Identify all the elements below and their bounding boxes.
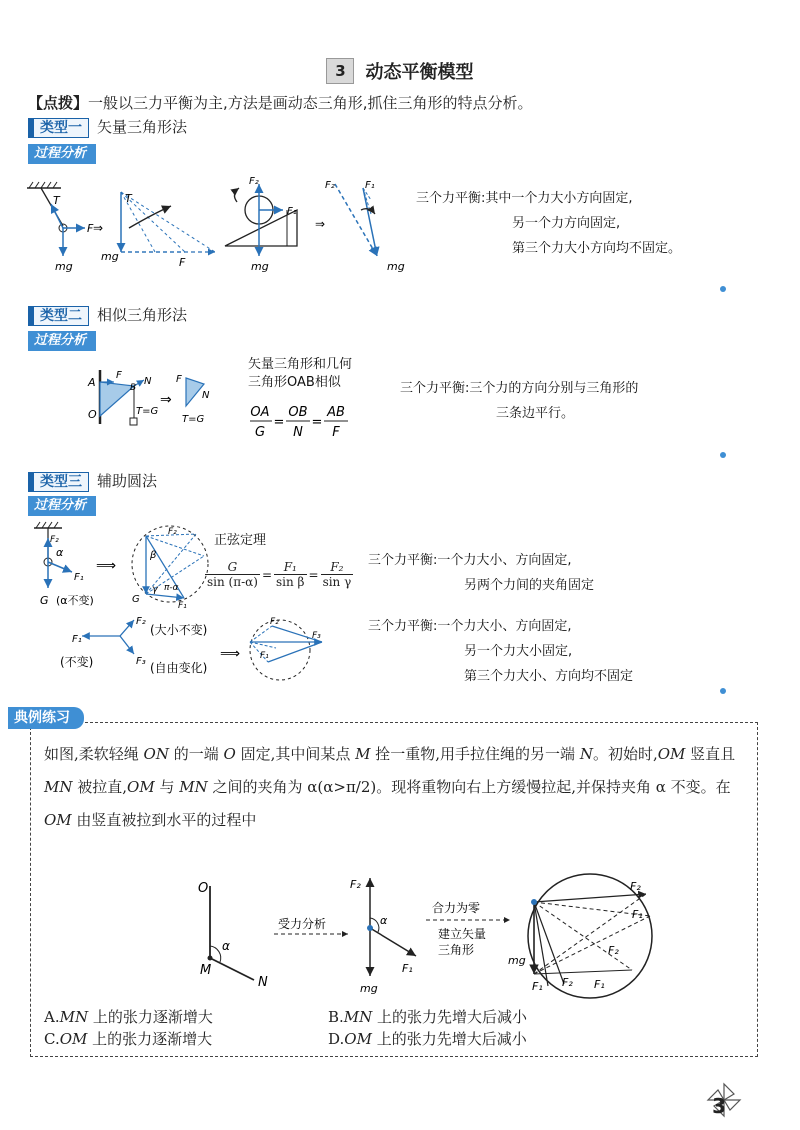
type-3b-notes (368, 614, 633, 689)
label-F1-t3: F₁ (74, 572, 84, 583)
label-gamma: γ (152, 584, 158, 595)
process-label-2: 过程分析 (28, 331, 96, 351)
type-3-tag: 类型三 (28, 472, 89, 492)
label-F2-c2b: F₂ (608, 944, 619, 957)
tension-arrow (51, 204, 63, 228)
ratio-n2: OB (288, 405, 308, 420)
decor-dot-1 (720, 286, 726, 292)
option-a-letter: A. (44, 1008, 60, 1026)
label-alpha-const: (α不变) (56, 594, 94, 607)
prob-t6: 拴一重物,用手拉住绳的另一端 (370, 745, 580, 763)
prob-t13: OM (127, 778, 155, 796)
option-a[interactable] (44, 1006, 213, 1027)
label-F-t2: F (116, 370, 122, 381)
arrow-glyph-5: ⟹ (220, 646, 241, 662)
type-2-side-note (248, 356, 352, 392)
label-F3-c2: F₃ (312, 631, 321, 641)
type-2-side-note-1: 矢量三角形和几何 (248, 357, 353, 372)
label-A: A (88, 376, 96, 389)
type-1-note-2: 另一个力方向固定, (512, 216, 621, 231)
option-c[interactable] (44, 1028, 212, 1049)
type-2-note-2: 三条边平行。 (496, 406, 575, 421)
option-b[interactable] (328, 1006, 527, 1027)
note-combine: 合力为零 (432, 901, 481, 915)
label-F2-c3: F₂ (562, 976, 573, 989)
similar-ratio-formula (248, 398, 358, 444)
label-alpha-ex2: α (380, 914, 388, 927)
option-b-subject: MN (343, 1008, 373, 1026)
section-title (0, 58, 800, 84)
decor-dot-2 (720, 452, 726, 458)
label-O-ex: O (198, 881, 209, 896)
option-c-subject: OM (59, 1030, 88, 1048)
label-F1-c1: F₁ (178, 601, 187, 610)
note-build-1: 建立矢量 (438, 927, 487, 941)
type-3b-figure (60, 608, 360, 688)
prob-t15: MN (179, 778, 208, 796)
prob-t20: 由竖直被拉到水平的过程中 (71, 811, 257, 829)
type-1-notes (416, 186, 681, 261)
option-c-text: 上的张力逐渐增大 (87, 1030, 213, 1048)
type-1-figure (25, 170, 420, 280)
vector-fan-1 (121, 192, 215, 252)
label-pia: π-α (164, 583, 179, 593)
sine-d3: sin γ (322, 575, 352, 589)
label-F2-2: F₂ (325, 180, 335, 191)
note-build-2: 三角形 (438, 943, 475, 957)
type-3b-note-2: 另一个力大小固定, (464, 644, 573, 659)
label-F1-c3: F₁ (532, 980, 543, 993)
ceiling-hatch (29, 182, 57, 188)
sine-law-formula: G = F₁ = F₂ sin (π-α) sin β sin γ (207, 560, 352, 589)
label-N-ex: N (258, 975, 268, 990)
arrow-glyph-3: ⇒ (160, 392, 172, 408)
prob-t2: 的一端 (168, 745, 224, 763)
note-force-analysis: 受力分析 (278, 917, 327, 931)
type-3-heading (28, 470, 157, 492)
type-3a-figure (26, 520, 216, 610)
option-a-subject: MN (59, 1008, 89, 1026)
prob-t16: 之间的夹角为 α (207, 778, 318, 796)
prob-t12: 被拉直, (72, 778, 128, 796)
label-F3-t3b: F₃ (136, 656, 146, 667)
type-2-notes (400, 376, 638, 426)
option-b-text: 上的张力先增大后减小 (372, 1008, 528, 1026)
label-F1-c: F₁ (632, 908, 643, 921)
type-2-name: 相似三角形法 (97, 306, 188, 324)
prob-t3: O (223, 745, 236, 763)
label-mg-3: mg (251, 260, 269, 273)
label-F: F (87, 222, 94, 235)
prob-t18: 。现将重物向右上方缓慢拉起,并保持夹角 α 不变。在 (376, 778, 731, 796)
ratio-n1: OA (250, 405, 270, 420)
sine-n1: G (205, 560, 260, 575)
label-free: (自由变化) (150, 661, 208, 675)
prob-t8: 。初始时, (592, 745, 658, 763)
example-problem (44, 738, 744, 837)
arrow-glyph-2: ⇒ (315, 217, 326, 231)
label-F2-c1: F₂ (168, 527, 177, 537)
section-number: 3 (326, 58, 354, 84)
label-F2-t3: F₂ (50, 535, 59, 545)
incline-figure (225, 184, 297, 256)
vector-fan-2 (335, 184, 377, 256)
prob-t11: MN (44, 778, 73, 796)
type-2-heading (28, 304, 187, 326)
label-const: (不变) (60, 655, 94, 669)
type-3b-note-3: 第三个力大小、方向均不固定 (464, 669, 634, 684)
label-mg-ex: mg (360, 982, 378, 995)
section-title-text: 动态平衡模型 (365, 62, 474, 83)
prob-t7: N (579, 745, 593, 763)
type-3-side-note: 正弦定理 (214, 533, 267, 548)
decor-dot-3 (720, 688, 726, 694)
rope-mn (210, 958, 254, 980)
type-3a-notes (368, 548, 594, 598)
type-2-note-1: 三个力平衡:三个力的方向分别与三角形的 (400, 381, 639, 396)
ratio-d1: G (254, 425, 266, 440)
option-b-letter: B. (328, 1008, 344, 1026)
tip-label: 【点拨】 (28, 94, 89, 112)
sine-n2: F₁ (274, 560, 306, 575)
type-2-figure (80, 360, 240, 432)
arrow-glyph-1: ⇒ (93, 221, 104, 235)
label-F2-ex: F₂ (350, 878, 361, 891)
process-label-1: 过程分析 (28, 144, 96, 164)
prob-t1: ON (143, 745, 169, 763)
sine-d2: sin β (276, 575, 305, 589)
type-1-note-3: 第三个力大小方向均不固定。 (512, 241, 682, 256)
hanging-block (130, 418, 137, 425)
svg-text:=: = (311, 415, 323, 430)
type-1-name: 矢量三角形法 (97, 118, 188, 136)
type-1-tag: 类型一 (28, 118, 89, 138)
label-F-2: F (179, 256, 186, 269)
type-3-name: 辅助圆法 (97, 472, 158, 490)
option-d-text: 上的张力先增大后减小 (371, 1030, 527, 1048)
label-T-2: T (125, 192, 132, 205)
label-F2-1: F₂ (249, 176, 259, 187)
option-c-letter: C. (44, 1030, 60, 1048)
prob-t0: 如图,柔软轻绳 (44, 745, 144, 763)
sine-n3: F₂ (321, 560, 354, 575)
arrow-glyph-4: ⟹ (96, 558, 117, 574)
ratio-n3: AB (327, 405, 345, 420)
label-TG-b: T=G (182, 414, 205, 425)
label-B: B (130, 383, 137, 393)
label-mg-4: mg (387, 260, 405, 273)
type-3b-note-1: 三个力平衡:一个力大小、方向固定, (368, 619, 572, 634)
prob-t17: (α>π/2) (317, 778, 377, 796)
type-2-side-note-2: 三角形OAB相似 (248, 375, 341, 390)
example-figure (180, 866, 680, 1004)
label-N-b: N (202, 390, 210, 401)
prob-t4: 固定,其中间某点 (235, 745, 356, 763)
option-d[interactable] (328, 1028, 527, 1049)
svg-text:=: = (273, 415, 285, 430)
type-3a-note-1: 三个力平衡:一个力大小、方向固定, (368, 553, 572, 568)
option-a-text: 上的张力逐渐增大 (88, 1008, 213, 1026)
label-F1-ex: F₁ (402, 962, 413, 975)
prob-t14: 与 (154, 778, 180, 796)
label-F1-1: F₁ (287, 206, 297, 217)
label-F1-c2: F₁ (260, 651, 269, 661)
process-label-3: 过程分析 (28, 496, 96, 516)
label-f2-size-const: (大小不变) (150, 623, 208, 637)
label-F2-c2: F₂ (270, 617, 279, 627)
ratio-d2: N (293, 425, 303, 440)
label-O: O (88, 408, 97, 421)
label-F-t2b: F (176, 374, 182, 385)
label-G-t3: G (40, 594, 49, 607)
label-M-ex: M (200, 963, 212, 978)
sine-d1: sin (π-α) (207, 575, 258, 589)
geom-triangle (100, 382, 137, 416)
type-2-tag: 类型二 (28, 306, 89, 326)
label-F2-t3b: F₂ (136, 616, 146, 627)
label-mg-2: mg (101, 250, 119, 263)
tip-text: 一般以三力平衡为主,方法是画动态三角形,抓住三角形的特点分析。 (88, 94, 533, 112)
page-number: 3 (712, 1094, 726, 1118)
label-G-c1: G (132, 594, 140, 605)
label-mg-c: mg (508, 954, 526, 967)
label-F1-c4: F₁ (594, 978, 605, 991)
label-beta: β (150, 550, 157, 561)
label-T: T (53, 194, 60, 207)
label-mg: mg (55, 260, 73, 273)
f1-arrow (370, 928, 416, 956)
prob-t5: M (355, 745, 371, 763)
type-1-heading (28, 116, 187, 138)
type-1-note-1: 三个力平衡:其中一个力大小方向固定, (416, 191, 633, 206)
label-alpha-t3: α (56, 546, 64, 559)
example-tag: 典例练习 (8, 707, 84, 729)
option-d-subject: OM (344, 1030, 372, 1048)
tip-line (28, 92, 533, 113)
label-F1-t3b: F₁ (72, 634, 82, 645)
label-N: N (144, 376, 152, 387)
option-d-letter: D. (328, 1030, 345, 1048)
prob-t9: OM (657, 745, 686, 763)
ratio-d3: F (332, 425, 340, 440)
label-TG: T=G (136, 406, 159, 417)
type-3a-note-2: 另两个力间的夹角固定 (464, 578, 595, 593)
label-F2-c: F₂ (630, 880, 641, 893)
label-alpha-ex: α (222, 939, 230, 953)
label-F1-2: F₁ (365, 180, 375, 191)
prob-t10: 竖直且 (685, 745, 736, 763)
prob-t19: OM (44, 811, 72, 829)
